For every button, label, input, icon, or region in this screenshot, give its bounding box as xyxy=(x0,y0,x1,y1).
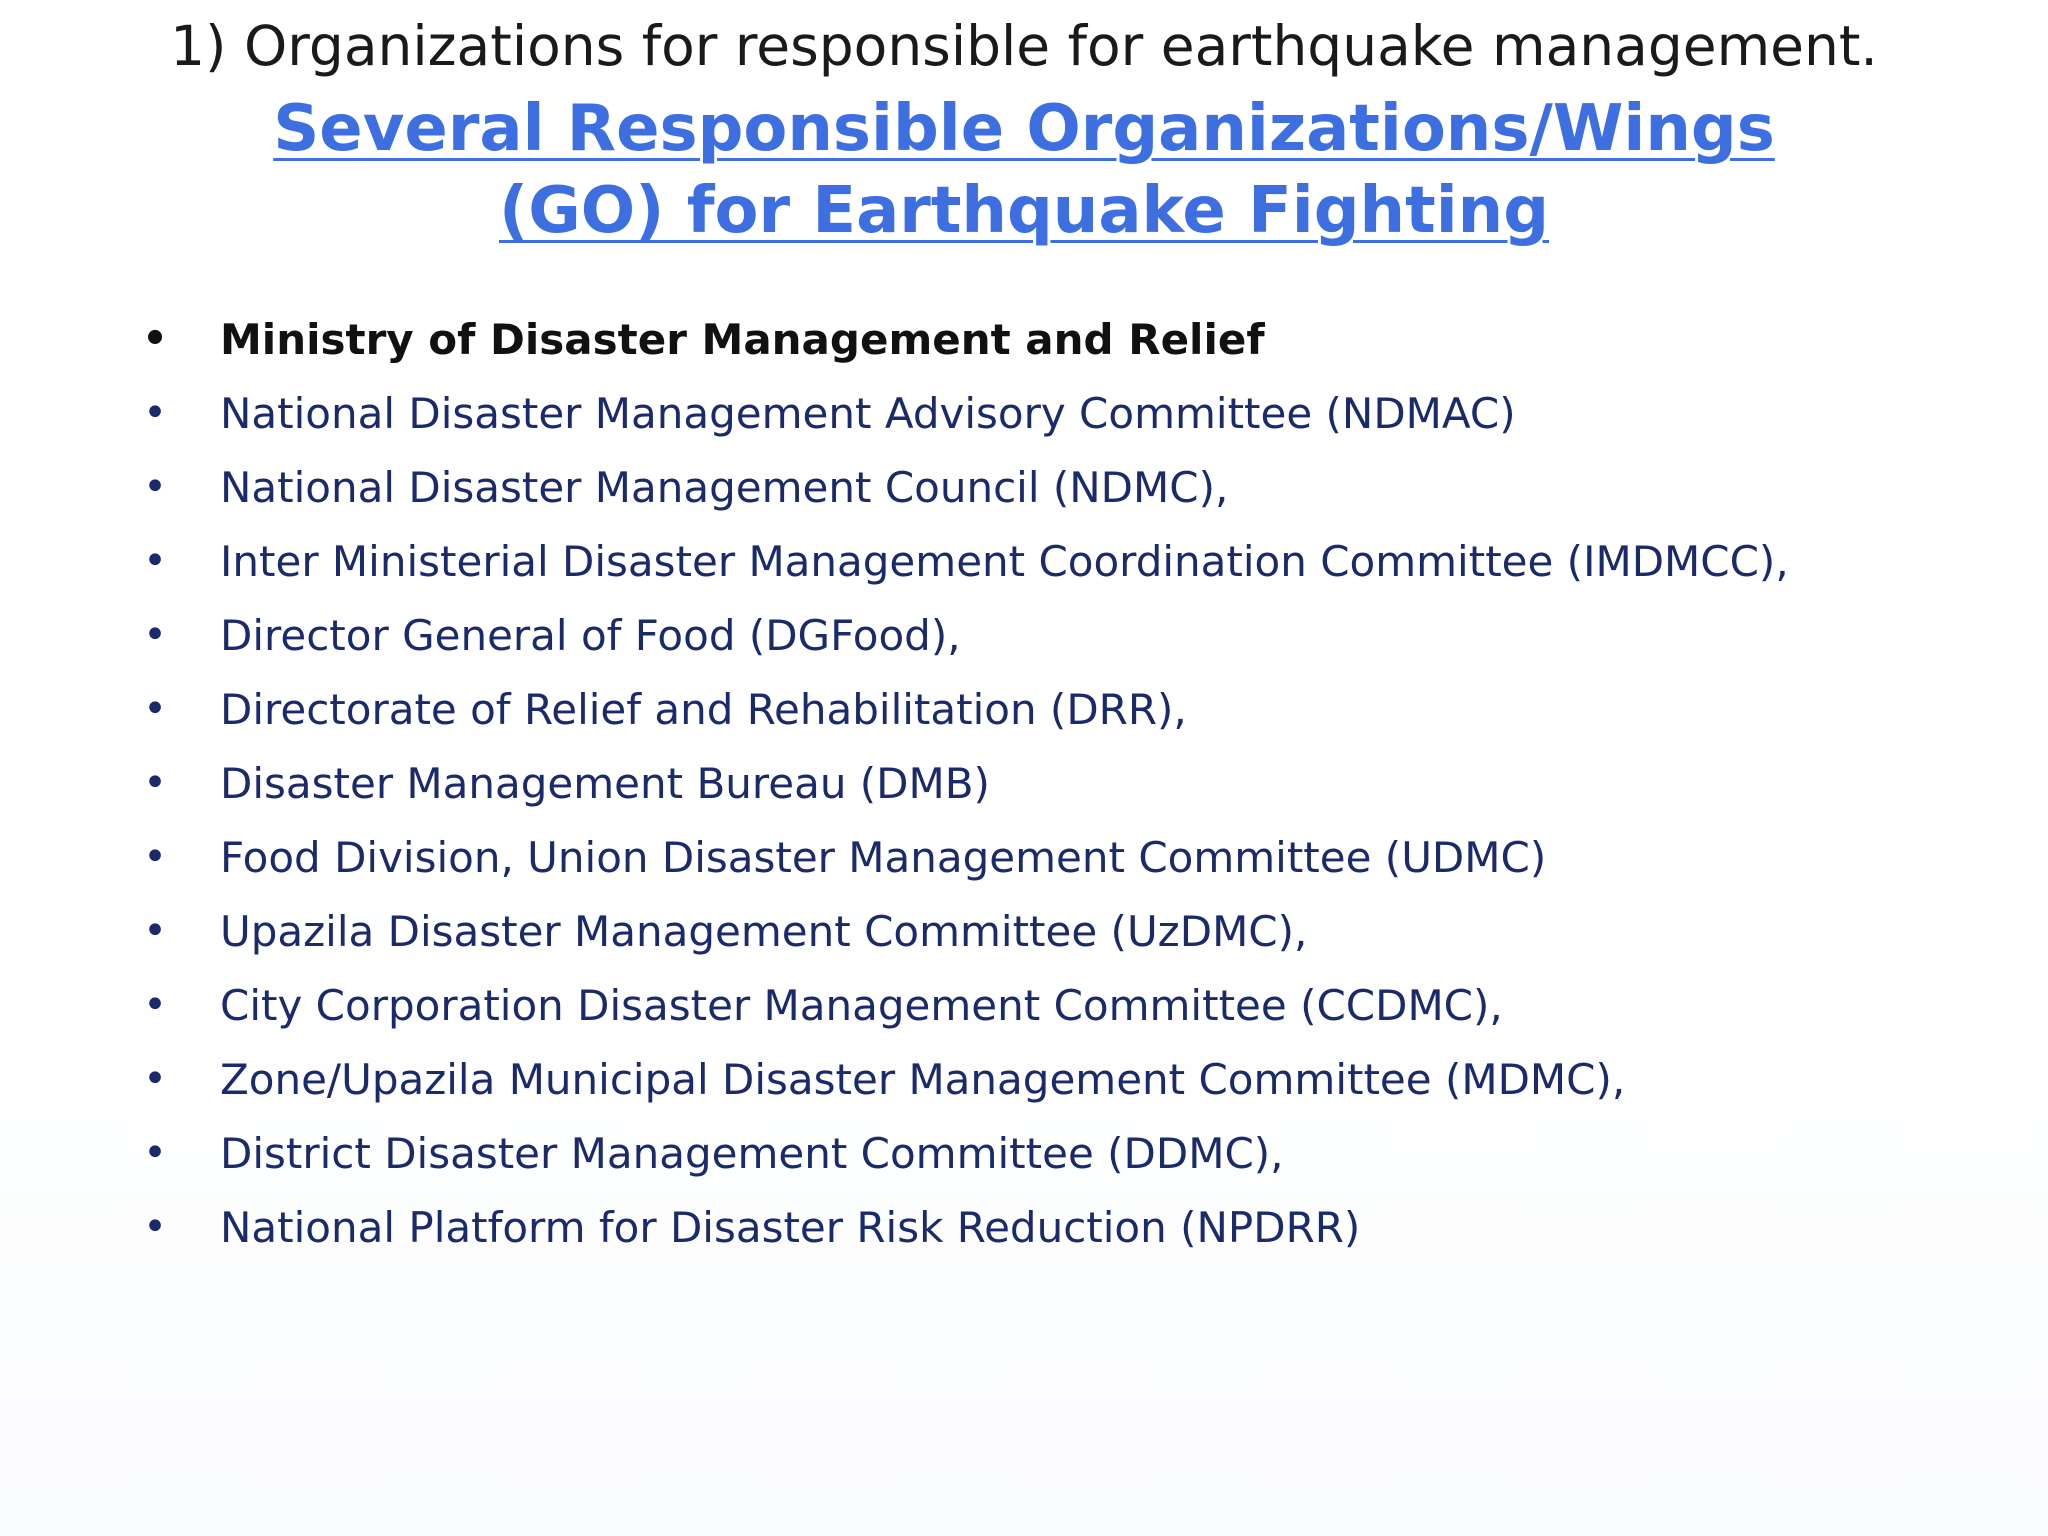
list-item xyxy=(140,746,2000,820)
bullet-icon: • xyxy=(143,1130,167,1176)
list-item-text: National Disaster Management Advisory Committee (NDMAC) xyxy=(220,388,1516,438)
slide-heading: 1) Organizations for responsible for earthquake management. xyxy=(170,14,1878,78)
list-item-text: National Disaster Management Council (NDMC), xyxy=(220,462,1229,512)
organization-list xyxy=(140,302,2000,1264)
list-item xyxy=(140,672,2000,746)
list-item-text: Disaster Management Bureau (DMB) xyxy=(220,758,990,808)
list-item xyxy=(140,894,2000,968)
list-item-text: Upazila Disaster Management Committee (UzDMC), xyxy=(220,906,1308,956)
bullet-icon: • xyxy=(143,908,167,954)
bullet-icon: • xyxy=(143,1204,167,1250)
list-item xyxy=(140,450,2000,524)
bullet-icon: • xyxy=(143,982,167,1028)
bullet-icon: • xyxy=(143,1056,167,1102)
bullet-icon: • xyxy=(143,612,167,658)
list-item-text: Director General of Food (DGFood), xyxy=(220,610,961,660)
list-item xyxy=(140,968,2000,1042)
list-item-text: Zone/Upazila Municipal Disaster Management Committee (MDMC), xyxy=(220,1054,1626,1104)
bullet-icon: • xyxy=(143,390,167,436)
list-item-text: Food Division, Union Disaster Management Committee (UDMC) xyxy=(220,832,1547,882)
list-item-text: National Platform for Disaster Risk Reduction (NPDRR) xyxy=(220,1202,1361,1252)
list-item xyxy=(140,1042,2000,1116)
list-item-text: Directorate of Relief and Rehabilitation (DRR), xyxy=(220,684,1187,734)
bullet-icon: • xyxy=(143,834,167,880)
list-item-text: Ministry of Disaster Management and Relief xyxy=(220,314,1265,364)
list-item-text: District Disaster Management Committee (DDMC), xyxy=(220,1128,1284,1178)
bullet-icon: • xyxy=(143,464,167,510)
bullet-icon: • xyxy=(143,538,167,584)
list-item xyxy=(140,1190,2000,1264)
bullet-icon: • xyxy=(143,686,167,732)
list-item xyxy=(140,1116,2000,1190)
list-item xyxy=(140,376,2000,450)
bullet-icon: • xyxy=(142,316,168,362)
slide-subtitle: Several Responsible Organizations/Wings (GO) for Earthquake Fighting xyxy=(273,92,1775,248)
list-item-text: Inter Ministerial Disaster Management Coordination Committee (IMDMCC), xyxy=(220,536,1789,586)
list-item xyxy=(140,524,2000,598)
bullet-icon: • xyxy=(143,760,167,806)
list-item xyxy=(140,820,2000,894)
list-item xyxy=(140,302,2000,376)
list-item xyxy=(140,598,2000,672)
list-item-text: City Corporation Disaster Management Committee (CCDMC), xyxy=(220,980,1503,1030)
